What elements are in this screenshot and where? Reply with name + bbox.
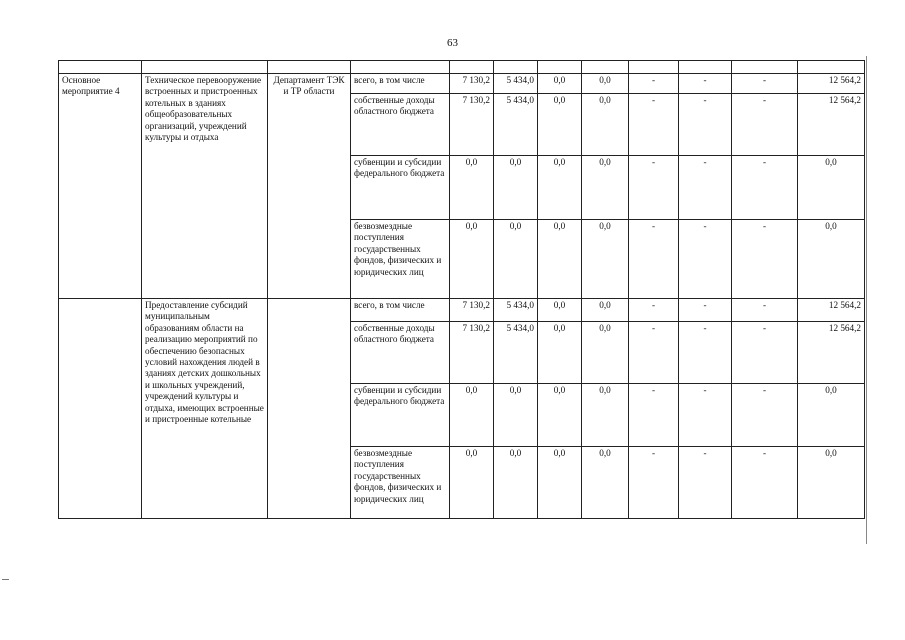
value-cell: 0,0 <box>798 156 865 220</box>
source-cell: собственные доходы областного бюджета <box>351 94 450 156</box>
value-cell: 0,0 <box>582 384 629 447</box>
value-cell: 0,0 <box>494 447 538 519</box>
value-cell: 0,0 <box>494 156 538 220</box>
source-cell: собственные доходы областного бюджета <box>351 322 450 384</box>
value-cell: - <box>629 447 679 519</box>
value-cell: 0,0 <box>798 384 865 447</box>
source-cell: всего, в том числе <box>351 299 450 322</box>
table-row <box>59 74 865 94</box>
measure-cell: Основное мероприятие 4 <box>59 74 142 299</box>
value-cell: - <box>679 74 732 94</box>
value-cell: 0,0 <box>582 299 629 322</box>
value-cell: - <box>629 384 679 447</box>
margin-tick <box>2 579 9 580</box>
measure-cell <box>59 299 142 519</box>
source-cell: безвозмездные поступления государственных фондов, физических и юридических лиц <box>351 220 450 299</box>
value-cell: - <box>629 220 679 299</box>
value-cell: - <box>679 384 732 447</box>
value-cell: 0,0 <box>538 447 582 519</box>
value-cell: 5 434,0 <box>494 322 538 384</box>
value-cell: 0,0 <box>450 156 494 220</box>
value-cell: 7 130,2 <box>450 94 494 156</box>
value-cell: 12 564,2 <box>798 322 865 384</box>
value-cell: - <box>629 74 679 94</box>
source-cell: субвенции и субсидии федерального бюджета <box>351 384 450 447</box>
value-cell: 12 564,2 <box>798 74 865 94</box>
value-cell: - <box>679 156 732 220</box>
value-cell: 0,0 <box>798 447 865 519</box>
description-cell: Техническое перевооружение встроенных и пристроенных котельных в зданиях общеобразовательных организаций, учреждений культуры и отдыха <box>142 74 268 299</box>
executor-cell: Департамент ТЭК и ТР области <box>268 74 351 299</box>
source-cell: безвозмездные поступления государственных фондов, физических и юридических лиц <box>351 447 450 519</box>
value-cell: 7 130,2 <box>450 74 494 94</box>
value-cell: - <box>629 156 679 220</box>
source-cell: субвенции и субсидии федерального бюджета <box>351 156 450 220</box>
value-cell: 5 434,0 <box>494 299 538 322</box>
value-cell: 5 434,0 <box>494 74 538 94</box>
budget-table <box>58 60 865 519</box>
value-cell: 0,0 <box>582 322 629 384</box>
value-cell: 0,0 <box>450 447 494 519</box>
value-cell: 0,0 <box>538 322 582 384</box>
value-cell: - <box>629 322 679 384</box>
value-cell: - <box>732 220 798 299</box>
value-cell: - <box>679 322 732 384</box>
value-cell: - <box>679 220 732 299</box>
value-cell: 0,0 <box>538 74 582 94</box>
value-cell: - <box>732 384 798 447</box>
value-cell: 0,0 <box>582 156 629 220</box>
value-cell: - <box>732 299 798 322</box>
value-cell: 7 130,2 <box>450 299 494 322</box>
page-number: 63 <box>447 37 458 49</box>
value-cell: 12 564,2 <box>798 94 865 156</box>
value-cell: - <box>732 156 798 220</box>
value-cell: 0,0 <box>538 156 582 220</box>
source-cell: всего, в том числе <box>351 74 450 94</box>
value-cell: 0,0 <box>450 220 494 299</box>
value-cell: - <box>732 322 798 384</box>
value-cell: 7 130,2 <box>450 322 494 384</box>
value-cell: - <box>679 447 732 519</box>
table-row <box>59 299 865 322</box>
value-cell: 0,0 <box>450 384 494 447</box>
value-cell: 12 564,2 <box>798 299 865 322</box>
executor-cell <box>268 299 351 519</box>
value-cell: 0,0 <box>494 220 538 299</box>
value-cell: 0,0 <box>538 299 582 322</box>
value-cell: 0,0 <box>582 94 629 156</box>
table-top-row <box>59 61 865 74</box>
value-cell: - <box>679 94 732 156</box>
value-cell: - <box>629 299 679 322</box>
value-cell: 0,0 <box>582 447 629 519</box>
value-cell: 5 434,0 <box>494 94 538 156</box>
value-cell: - <box>732 94 798 156</box>
value-cell: - <box>732 447 798 519</box>
value-cell: - <box>679 299 732 322</box>
value-cell: 0,0 <box>798 220 865 299</box>
value-cell: 0,0 <box>582 220 629 299</box>
value-cell: 0,0 <box>538 94 582 156</box>
value-cell: 0,0 <box>538 384 582 447</box>
description-cell: Предоставление субсидий муниципальным образованиям области на реализацию мероприятий по обеспечению безопасных условий нахождения людей в зданиях детских дошкольных и школьных учреждений, учреждений культуры и отдыха, имеющих встроенные и пристроенные котельные <box>142 299 268 519</box>
value-cell: - <box>732 74 798 94</box>
value-cell: 0,0 <box>494 384 538 447</box>
value-cell: 0,0 <box>538 220 582 299</box>
right-margin-line <box>866 56 867 544</box>
value-cell: 0,0 <box>582 74 629 94</box>
value-cell: - <box>629 94 679 156</box>
